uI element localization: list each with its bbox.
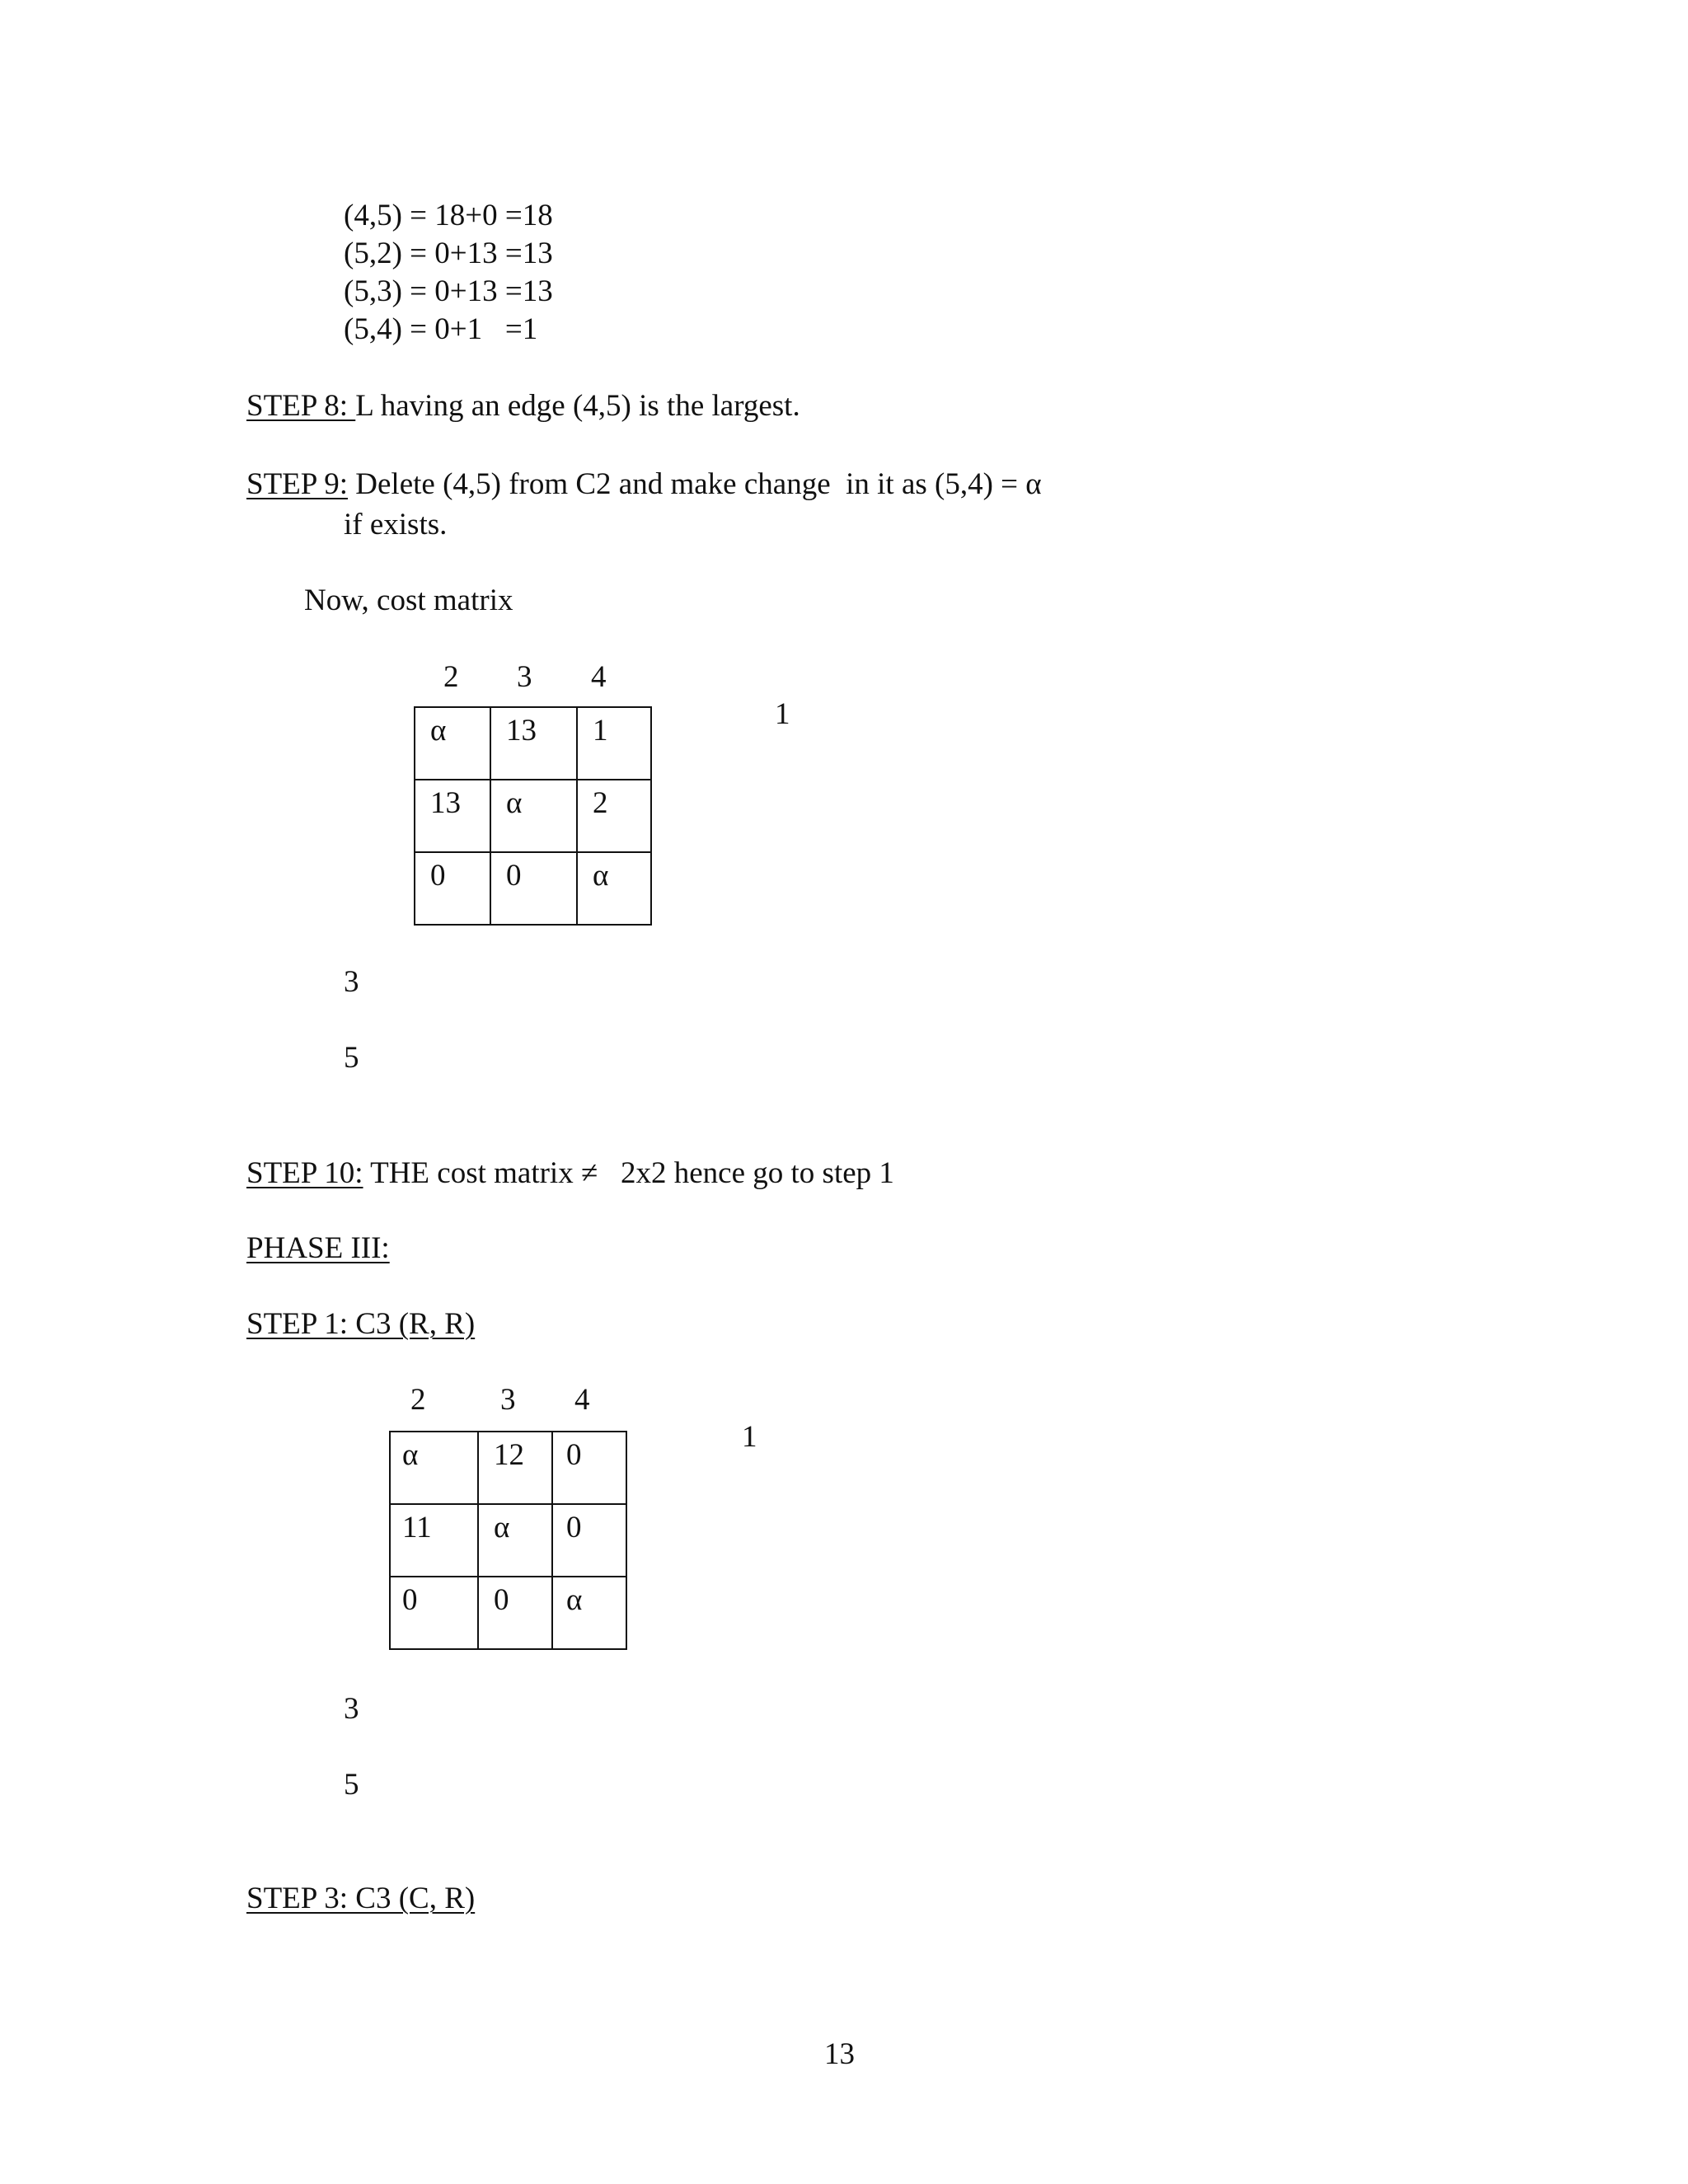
matrix-row: [415, 707, 651, 780]
step-8-text: L having an edge (4,5) is the largest.: [355, 389, 800, 423]
step-9-continuation: if exists.: [344, 508, 448, 541]
matrix-cell: 0: [390, 1577, 478, 1649]
page-number: 13: [824, 2037, 855, 2071]
matrix-cell: 0: [552, 1504, 626, 1577]
matrix-cell: 0: [552, 1432, 626, 1504]
matrix-row: [415, 780, 651, 852]
matrix-1-col-header: 4: [591, 660, 607, 694]
step-9: [246, 466, 1042, 503]
matrix-cell: 12: [478, 1432, 552, 1504]
matrix-cell: 0: [478, 1577, 552, 1649]
matrix-cell: 13: [490, 707, 577, 780]
matrix-cell: 0: [490, 852, 577, 925]
matrix-cell: 2: [577, 780, 651, 852]
matrix-1-row-label: 5: [344, 1041, 359, 1075]
matrix-2-col-header: 3: [500, 1383, 516, 1417]
matrix-cell: α: [552, 1577, 626, 1649]
equation-line: (5,4) = 0+1 =1: [344, 312, 538, 346]
matrix-cell: 0: [415, 852, 490, 925]
matrix-1-row-label: 1: [775, 697, 790, 731]
cost-matrix-caption: Now, cost matrix: [304, 583, 513, 617]
matrix-row: [415, 852, 651, 925]
step-10: [246, 1155, 894, 1192]
step-8-label: STEP 8:: [246, 389, 356, 423]
matrix-2-col-header: 2: [410, 1383, 426, 1417]
matrix-cell: α: [390, 1432, 478, 1504]
matrix-2-row-label: 1: [742, 1420, 757, 1454]
step-8: [246, 388, 800, 424]
step-10-label: STEP 10:: [246, 1156, 363, 1190]
matrix-row: [390, 1504, 626, 1577]
equation-line: (5,2) = 0+13 =13: [344, 237, 553, 270]
step-9-text: Delete (4,5) from C2 and make change in it as (5,4) = α: [348, 467, 1042, 501]
matrix-2-col-header: 4: [574, 1383, 590, 1417]
matrix-2-row-label: 5: [344, 1768, 359, 1802]
matrix-cell: α: [415, 707, 490, 780]
step-3-heading: STEP 3: C3 (C, R): [246, 1882, 476, 1915]
step-10-text: THE cost matrix ≠ 2x2 hence go to step 1: [363, 1156, 894, 1190]
matrix-row: [390, 1432, 626, 1504]
matrix-1-row-label: 3: [344, 965, 359, 999]
equation-line: (5,3) = 0+13 =13: [344, 274, 553, 308]
cost-matrix-1: [414, 706, 652, 926]
equation-line: (4,5) = 18+0 =18: [344, 199, 553, 232]
matrix-cell: 1: [577, 707, 651, 780]
matrix-1-col-header: 3: [517, 660, 532, 694]
matrix-2-row-label: 3: [344, 1692, 359, 1726]
matrix-cell: α: [577, 852, 651, 925]
matrix-cell: 13: [415, 780, 490, 852]
step-1-heading: STEP 1: C3 (R, R): [246, 1307, 476, 1341]
matrix-1-col-header: 2: [443, 660, 459, 694]
step-9-label: STEP 9:: [246, 467, 349, 501]
matrix-cell: 11: [390, 1504, 478, 1577]
matrix-cell: α: [490, 780, 577, 852]
matrix-row: [390, 1577, 626, 1649]
phase-heading: PHASE III:: [246, 1231, 390, 1265]
cost-matrix-2: [389, 1431, 627, 1650]
matrix-cell: α: [478, 1504, 552, 1577]
